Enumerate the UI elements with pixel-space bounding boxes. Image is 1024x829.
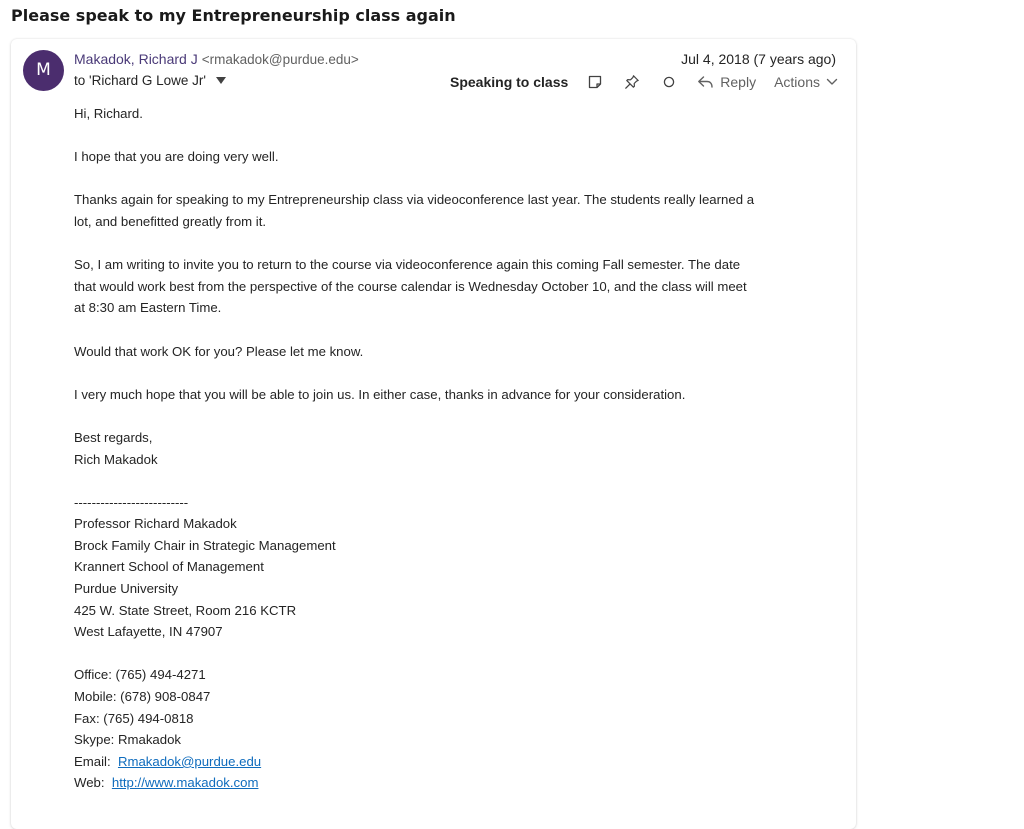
closing: Best regards, Rich Makadok bbox=[74, 429, 158, 467]
note-icon[interactable] bbox=[586, 73, 604, 91]
recipients-text: to 'Richard G Lowe Jr' bbox=[74, 73, 206, 88]
reply-arrow-icon bbox=[697, 75, 714, 89]
website-link[interactable]: http://www.makadok.com bbox=[111, 775, 259, 791]
sender-email: <rmakadok@purdue.edu> bbox=[201, 52, 359, 67]
email-message-card bbox=[11, 39, 856, 829]
sent-date: Jul 4, 2018 (7 years ago) bbox=[681, 51, 836, 67]
signature-contacts: Office: (765) 494-4271 Mobile: (678) 908-0847 Fax: (765) 494-0818 Skype: Rmakadok Email: Rmakadok@purdue.edu Web: http://www.makadok.com bbox=[74, 667, 262, 791]
body-paragraph: Thanks again for speaking to my Entrepreneurship class via videoconference last year. The students really learned a lot, and benefitted greatly from it. bbox=[74, 192, 755, 229]
category-tag[interactable]: Speaking to class bbox=[450, 74, 569, 90]
actions-menu-button[interactable] bbox=[774, 74, 838, 90]
body-paragraph: So, I am writing to invite you to return to the course via videoconference again this coming Fall semester. The date that would work best from the perspective of the course calendar is Wednesday October 10, and the class will meet at 8:30 am Eastern Time. bbox=[74, 257, 747, 316]
pin-icon[interactable] bbox=[623, 73, 641, 91]
message-toolbar bbox=[450, 71, 838, 93]
body-paragraph: Would that work OK for you? Please let me know. bbox=[74, 343, 364, 359]
sender-avatar[interactable]: M bbox=[23, 50, 64, 91]
sender-name[interactable]: Makadok, Richard J bbox=[74, 51, 198, 67]
reply-label: Reply bbox=[720, 74, 757, 90]
signature-divider: -------------------------- bbox=[74, 494, 189, 510]
body-paragraph: I hope that you are doing very well. bbox=[74, 149, 279, 165]
signature-block: -------------------------- Professor Richard Makadok Brock Family Chair in Strategic Management Krannert School of Management Purdue University 425 W. State Street, Room 216 KCTR West Lafayette, IN 47907 bbox=[74, 492, 814, 643]
body-paragraph: I very much hope that you will be able to join us. In either case, thanks in advance for your consideration. bbox=[74, 386, 686, 402]
email-subject: Please speak to my Entrepreneurship class again bbox=[11, 6, 456, 25]
sender-line bbox=[74, 51, 359, 67]
message-body bbox=[74, 103, 814, 816]
reply-button[interactable] bbox=[697, 74, 756, 90]
email-link[interactable]: Rmakadok@purdue.edu bbox=[117, 753, 262, 769]
mark-read-circle-icon[interactable] bbox=[660, 73, 678, 91]
actions-label: Actions bbox=[774, 74, 820, 90]
greeting: Hi, Richard. bbox=[74, 106, 143, 121]
expand-recipients-chevron-down-icon[interactable] bbox=[216, 77, 226, 84]
chevron-down-icon bbox=[826, 78, 838, 86]
recipients-line bbox=[74, 73, 226, 88]
